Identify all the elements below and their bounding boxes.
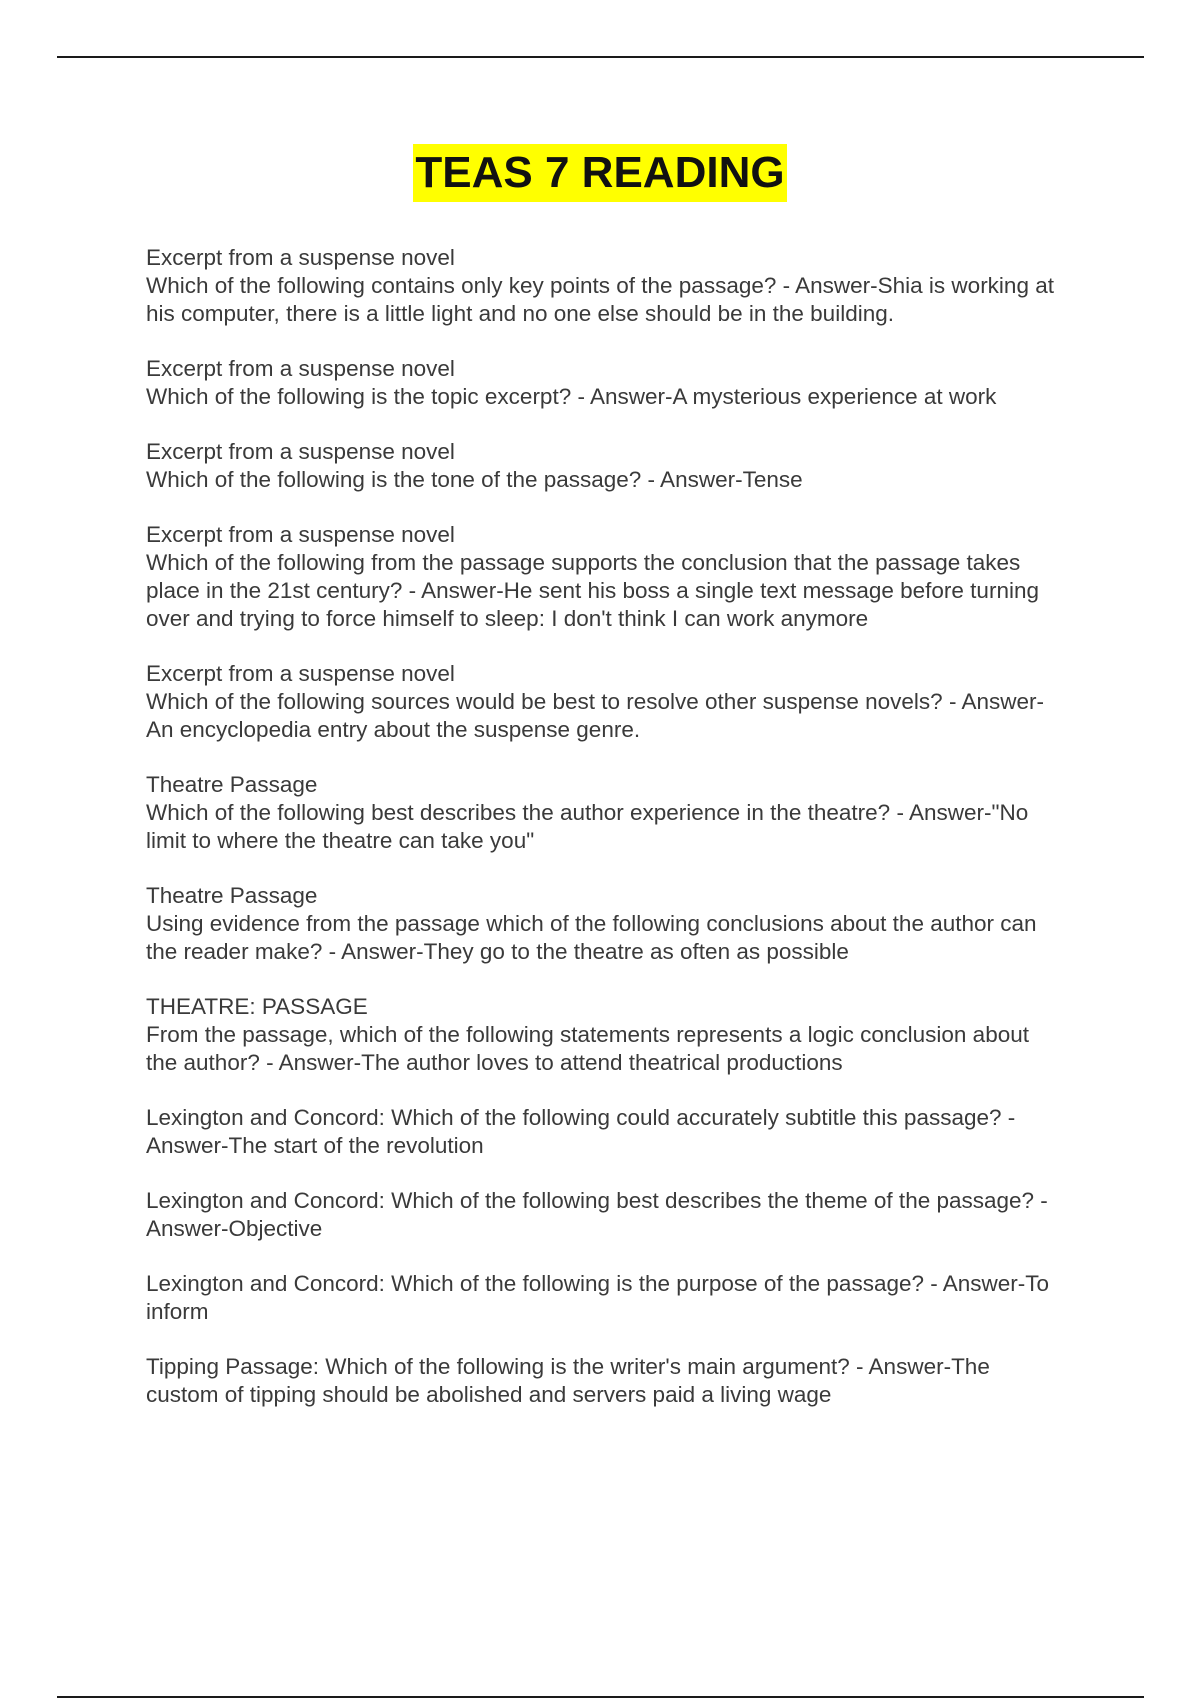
qa-list [146, 244, 1066, 1436]
qa-text: Lexington and Concord: Which of the following is the purpose of the passage? - Answer-To inform [146, 1271, 1050, 1324]
qa-text: Using evidence from the passage which of the following conclusions about the author can the reader make? - Answer-They go to the theatre as often as possible [146, 911, 1037, 964]
qa-item-2 [146, 355, 1066, 411]
qa-text: From the passage, which of the following statements represents a logic conclusion about the author? - Answer-The author loves to attend theatrical productions [146, 1022, 1029, 1075]
qa-item-7 [146, 882, 1066, 966]
qa-item-5 [146, 660, 1066, 744]
document-title: TEAS 7 READING [413, 144, 786, 202]
top-rule [57, 56, 1144, 58]
qa-text: Tipping Passage: Which of the following is the writer's main argument? - Answer-The custom of tipping should be abolished and servers paid a living wage [146, 1354, 990, 1407]
qa-heading: Theatre Passage [146, 883, 318, 908]
qa-item-6 [146, 771, 1066, 855]
qa-heading: Theatre Passage [146, 772, 318, 797]
bottom-rule [57, 1696, 1144, 1698]
qa-item-4 [146, 521, 1066, 633]
qa-item-12 [146, 1353, 1066, 1409]
qa-heading: Excerpt from a suspense novel [146, 245, 455, 270]
qa-heading: THEATRE: PASSAGE [146, 994, 368, 1019]
qa-heading: Excerpt from a suspense novel [146, 439, 455, 464]
qa-item-11 [146, 1270, 1066, 1326]
qa-item-3 [146, 438, 1066, 494]
qa-text: Lexington and Concord: Which of the following could accurately subtitle this passage? - Answer-The start of the revolution [146, 1105, 1016, 1158]
qa-heading: Excerpt from a suspense novel [146, 661, 455, 686]
qa-item-9 [146, 1104, 1066, 1160]
qa-text: Which of the following best describes the author experience in the theatre? - Answer-"No limit to where the theatre can take you" [146, 800, 1029, 853]
qa-text: Which of the following sources would be best to resolve other suspense novels? - Answer-An encyclopedia entry about the suspense genre. [146, 689, 1044, 742]
qa-heading: Excerpt from a suspense novel [146, 356, 455, 381]
qa-text: Which of the following from the passage supports the conclusion that the passage takes place in the 21st century? - Answer-He sent his boss a single text message before turning over and trying to force himself to sleep: I don't think I can work anymore [146, 550, 1039, 631]
qa-item-1 [146, 244, 1066, 328]
qa-text: Which of the following is the topic excerpt? - Answer-A mysterious experience at work [146, 384, 997, 409]
qa-text: Which of the following is the tone of the passage? - Answer-Tense [146, 467, 803, 492]
qa-item-10 [146, 1187, 1066, 1243]
qa-item-8 [146, 993, 1066, 1077]
title-container [0, 144, 1200, 202]
qa-text: Which of the following contains only key points of the passage? - Answer-Shia is working at his computer, there is a little light and no one else should be in the building. [146, 273, 1054, 326]
qa-heading: Excerpt from a suspense novel [146, 522, 455, 547]
qa-text: Lexington and Concord: Which of the following best describes the theme of the passage? - Answer-Objective [146, 1188, 1048, 1241]
